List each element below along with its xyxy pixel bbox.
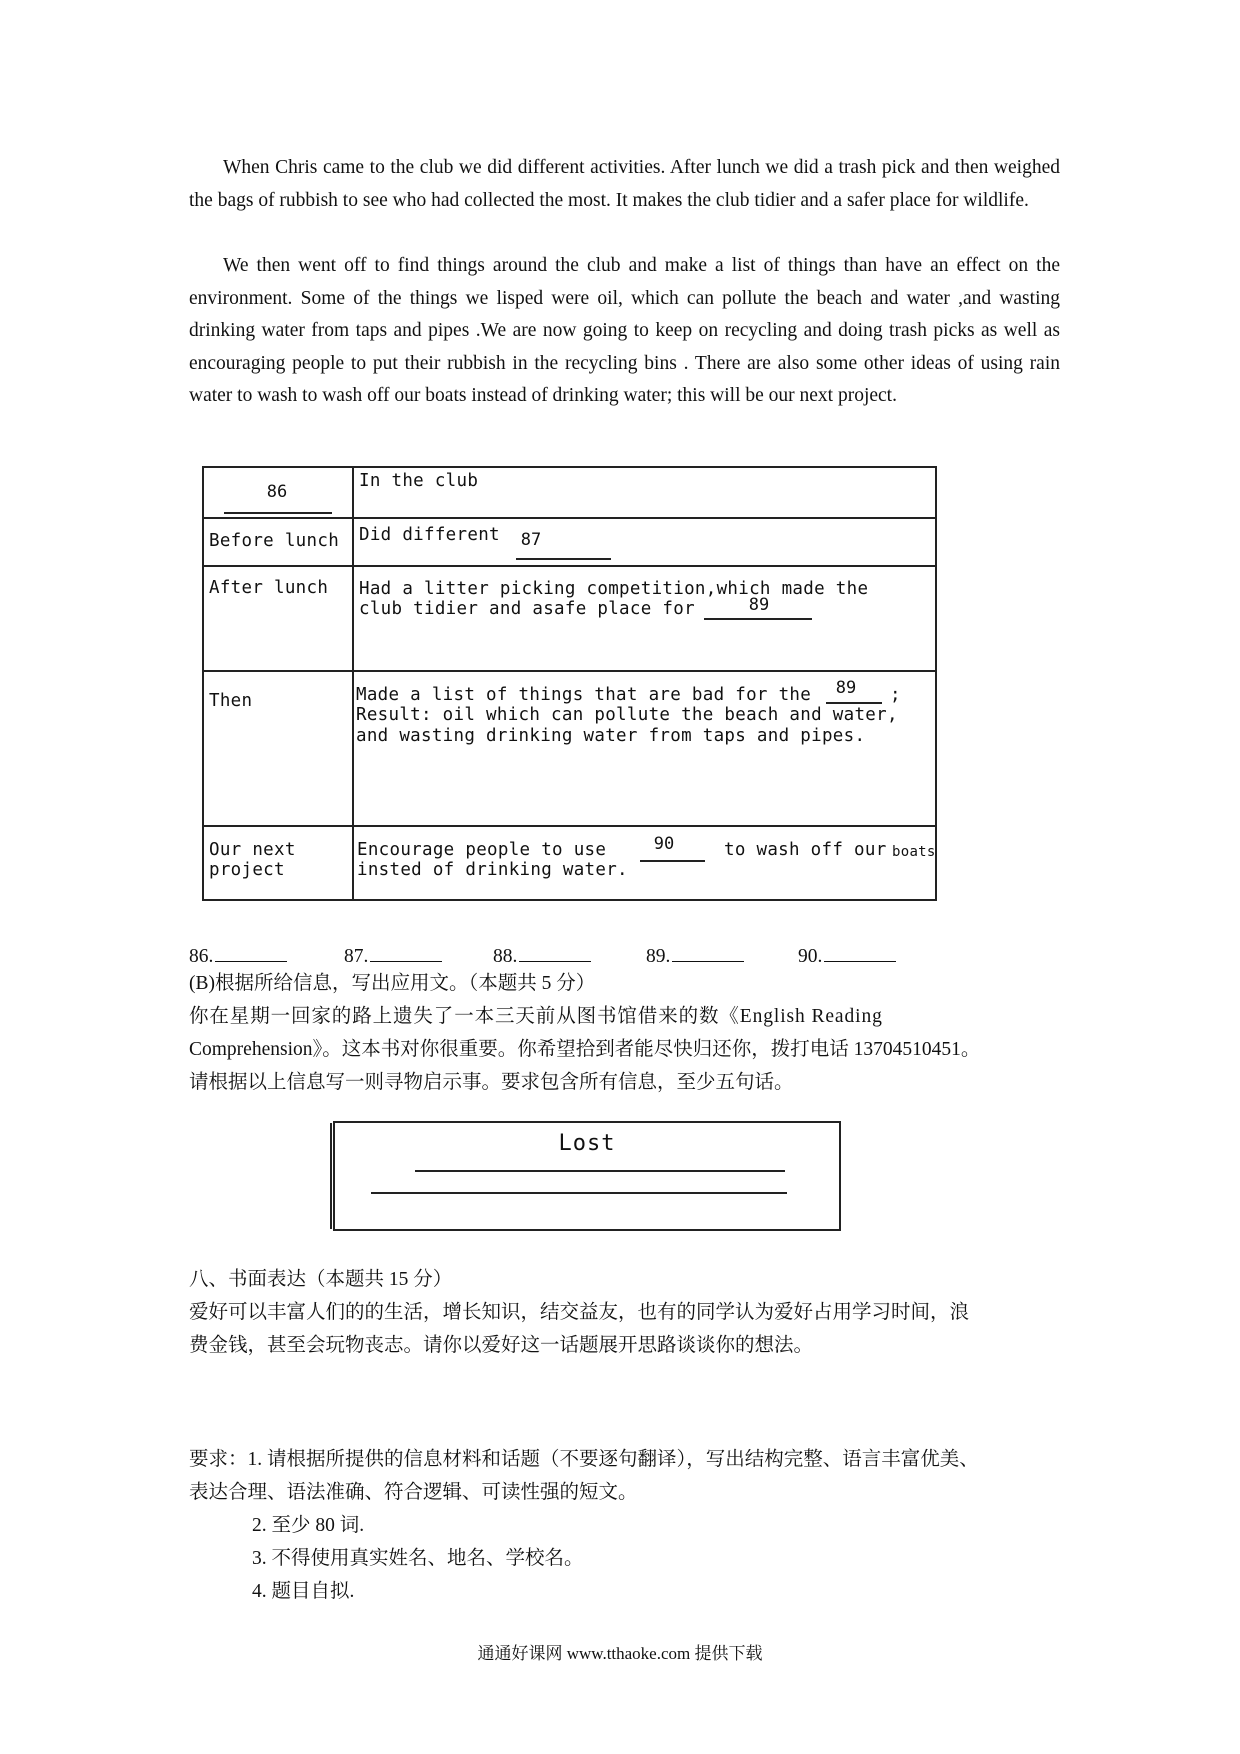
answer-86-label: 86. (189, 946, 214, 967)
table-cell-next-desc-1a: Encourage people to use (357, 840, 607, 860)
blank-89-number: 89 (748, 595, 770, 615)
requirement-1a: 要求：1. 请根据所提供的信息材料和话题（不要逐句翻译），写出结构完整、语言丰富优美、 (189, 1449, 979, 1470)
table-cell-then-desc-3: and wasting drinking water from taps and pipes. (356, 726, 866, 746)
table-cell-our-next: Our next (209, 840, 296, 860)
table-cell-then-desc-1: Made a list of things that are bad for the (356, 685, 812, 705)
table-cell-then: Then (209, 691, 253, 711)
blank-86-line (224, 512, 332, 514)
answer-88-line (519, 943, 591, 962)
section-8-heading: 八、书面表达（本题共 15 分） (189, 1269, 453, 1290)
table-row-divider (204, 565, 935, 567)
page-footer: 通通好课网 www.tthaoke.com 提供下载 (477, 1644, 763, 1663)
blank-87-number: 87 (520, 530, 542, 550)
table-cell-after-lunch-desc-1: Had a litter picking competition,which made the (359, 579, 869, 599)
table-cell-after-lunch: After lunch (209, 578, 329, 598)
table-cell-did-different: Did different (359, 525, 500, 545)
table-cell-then-semicolon: ; (890, 685, 901, 705)
blank-89-line (704, 618, 812, 620)
table-cell-in-the-club: In the club (359, 471, 479, 491)
answer-90-label: 90. (798, 946, 823, 967)
blank-89b-line (826, 702, 882, 704)
lost-notice-title: Lost (558, 1131, 616, 1156)
section-b-line-2: Comprehension》。这本书对你很重要。你希望拾到者能尽快归还你，拨打电话 13704510451。 (189, 1039, 981, 1060)
answer-88[interactable] (493, 943, 591, 968)
table-row-divider (204, 517, 935, 519)
table-cell-next-desc-1c: boats (892, 844, 936, 860)
section-8-line-1: 爱好可以丰富人们的的生活，增长知识，结交益友，也有的同学认为爱好占用学习时间，浪 (189, 1302, 970, 1323)
passage-paragraph-2: We then went off to find things around the club and make a list of things than have an effect on the environment. Some of the things we lisped were oil, which can pollute the beach and water ,and wasting drinking water from taps and pipes .We are now going to keep on recycling and doing trash picks as well as encouraging people to put their rubbish in the recycling bins . There are also some other ideas of using rain water to wash to wash off our boats instead of drinking water; this will be our next project. (189, 255, 1060, 407)
requirement-2: 2. 至少 80 词. (252, 1515, 365, 1536)
section-b-line-1: 你在星期一回家的路上遗失了一本三天前从图书馆借来的数《English Reading (189, 1006, 883, 1027)
blank-90-line (640, 860, 705, 862)
passage-paragraph-1: When Chris came to the club we did different activities. After lunch we did a trash pick and then weighed the bags of rubbish to see who had collected the most. It makes the club tidier and a safer place for wildlife. (189, 157, 1060, 211)
blank-86-number: 86 (266, 482, 288, 502)
summary-table (202, 466, 937, 901)
blank-87-line (516, 558, 611, 560)
answer-90[interactable] (798, 943, 896, 968)
table-row-divider (204, 670, 935, 672)
table-column-divider (352, 468, 354, 899)
answer-86[interactable] (189, 943, 287, 968)
answer-89-line (672, 943, 744, 962)
table-cell-before-lunch: Before lunch (209, 531, 340, 551)
blank-90-number: 90 (653, 834, 675, 854)
table-row-divider (204, 825, 935, 827)
requirement-3: 3. 不得使用真实姓名、地名、学校名。 (252, 1548, 584, 1569)
table-cell-next-desc-2: insted of drinking water. (357, 860, 628, 880)
section-b-heading: (B)根据所给信息，写出应用文。（本题共 5 分） (189, 973, 596, 994)
lost-notice-box (333, 1121, 841, 1231)
requirement-4: 4. 题目自拟. (252, 1581, 355, 1602)
table-cell-project: project (209, 860, 285, 880)
lost-notice-line-2[interactable] (371, 1192, 787, 1194)
table-cell-next-desc-1b: to wash off our (724, 840, 887, 860)
answer-86-line (215, 943, 287, 962)
answer-90-line (824, 943, 896, 962)
answer-89-label: 89. (646, 946, 671, 967)
answer-87-line (370, 943, 442, 962)
section-8-line-2: 费金钱，甚至会玩物丧志。请你以爱好这一话题展开思路谈谈你的想法。 (189, 1335, 814, 1356)
section-b-line-3: 请根据以上信息写一则寻物启示事。要求包含所有信息，至少五句话。 (189, 1072, 794, 1093)
requirement-1b: 表达合理、语法准确、符合逻辑、可读性强的短文。 (189, 1482, 638, 1503)
blank-89b-number: 89 (835, 678, 857, 698)
answer-89[interactable] (646, 943, 744, 968)
answer-87-label: 87. (344, 946, 369, 967)
lost-notice-line-1[interactable] (415, 1170, 785, 1172)
answer-88-label: 88. (493, 946, 518, 967)
table-cell-after-lunch-desc-2: club tidier and asafe place for (359, 599, 695, 619)
answer-87[interactable] (344, 943, 442, 968)
table-cell-then-desc-2: Result: oil which can pollute the beach and water, (356, 705, 898, 725)
